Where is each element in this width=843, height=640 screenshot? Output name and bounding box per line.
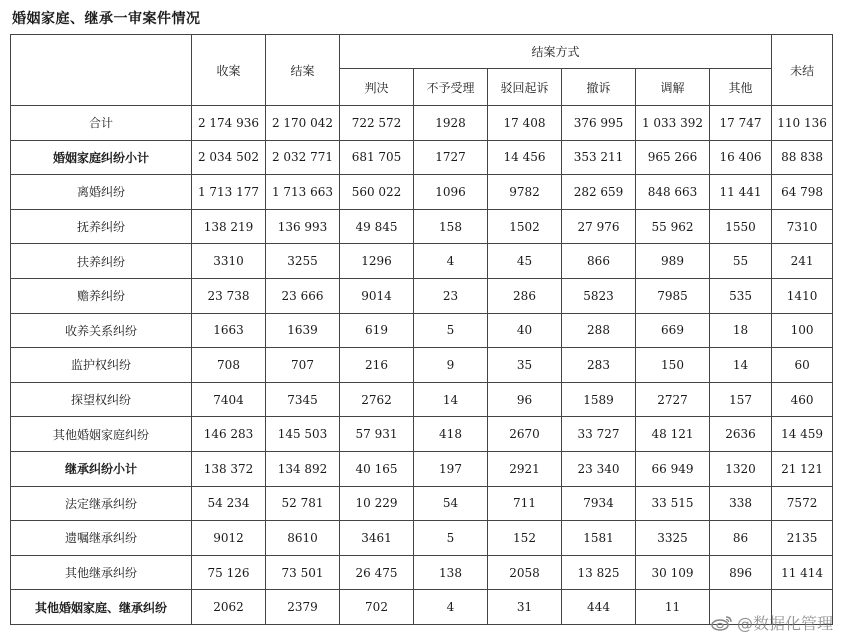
- table-cell: 31: [488, 590, 562, 625]
- table-cell: 708: [192, 348, 266, 383]
- table-cell: 1928: [414, 106, 488, 141]
- table-cell: 11 441: [710, 175, 772, 210]
- table-cell: 3461: [340, 521, 414, 556]
- table-cell: 14: [710, 348, 772, 383]
- subheader-bohuiqisu: 驳回起诉: [488, 69, 562, 106]
- table-cell: 136 993: [266, 209, 340, 244]
- table-cell: 9012: [192, 521, 266, 556]
- table-cell: 96: [488, 382, 562, 417]
- table-row: [11, 555, 833, 590]
- table-cell: 14 456: [488, 140, 562, 175]
- table-cell: 152: [488, 521, 562, 556]
- table-row: [11, 521, 833, 556]
- weibo-icon: [711, 615, 733, 631]
- table-cell: 7934: [562, 486, 636, 521]
- table-cell: 33 515: [636, 486, 710, 521]
- table-cell: 2 034 502: [192, 140, 266, 175]
- table-cell: 965 266: [636, 140, 710, 175]
- table-cell: 146 283: [192, 417, 266, 452]
- table-cell: 145 503: [266, 417, 340, 452]
- header-shouan: 收案: [192, 35, 266, 106]
- table-cell: 138 219: [192, 209, 266, 244]
- row-label: 离婚纠纷: [11, 175, 192, 210]
- table-cell: 1727: [414, 140, 488, 175]
- table-cell: 5: [414, 313, 488, 348]
- table-cell: 376 995: [562, 106, 636, 141]
- table-row: [11, 486, 833, 521]
- table-cell: 9: [414, 348, 488, 383]
- table-cell: 2762: [340, 382, 414, 417]
- table-cell: 2 032 771: [266, 140, 340, 175]
- table-cell: 460: [772, 382, 833, 417]
- subheader-qita: 其他: [710, 69, 772, 106]
- table-cell: 560 022: [340, 175, 414, 210]
- table-cell: 23 738: [192, 278, 266, 313]
- watermark: [711, 611, 833, 634]
- table-cell: 286: [488, 278, 562, 313]
- table-cell: 110 136: [772, 106, 833, 141]
- row-label: 其他继承纠纷: [11, 555, 192, 590]
- table-cell: 11 414: [772, 555, 833, 590]
- table-cell: 18: [710, 313, 772, 348]
- table-cell: 10 229: [340, 486, 414, 521]
- table-cell: 14: [414, 382, 488, 417]
- table-cell: 2058: [488, 555, 562, 590]
- table-cell: 338: [710, 486, 772, 521]
- table-cell: 444: [562, 590, 636, 625]
- table-cell: 1550: [710, 209, 772, 244]
- table-cell: 2379: [266, 590, 340, 625]
- table-cell: 33 727: [562, 417, 636, 452]
- table-cell: 2 174 936: [192, 106, 266, 141]
- row-label: 其他婚姻家庭纠纷: [11, 417, 192, 452]
- table-cell: 2062: [192, 590, 266, 625]
- table-cell: 23 666: [266, 278, 340, 313]
- table-cell: 21 121: [772, 451, 833, 486]
- row-label: 探望权纠纷: [11, 382, 192, 417]
- table-cell: 150: [636, 348, 710, 383]
- table-cell: 17 747: [710, 106, 772, 141]
- header-jiean-fangshi: 结案方式: [340, 35, 772, 69]
- table-cell: 3310: [192, 244, 266, 279]
- table-cell: 54 234: [192, 486, 266, 521]
- subheader-panjue: 判决: [340, 69, 414, 106]
- table-body: [11, 106, 833, 625]
- subheader-tiaojie: 调解: [636, 69, 710, 106]
- table-cell: 1 713 177: [192, 175, 266, 210]
- table-cell: 619: [340, 313, 414, 348]
- table-cell: 896: [710, 555, 772, 590]
- table-cell: 3255: [266, 244, 340, 279]
- table-row: [11, 348, 833, 383]
- row-label: 监护权纠纷: [11, 348, 192, 383]
- row-label: 合计: [11, 106, 192, 141]
- table-cell: 1096: [414, 175, 488, 210]
- table-cell: 64 798: [772, 175, 833, 210]
- table-cell: 23: [414, 278, 488, 313]
- table-cell: 54: [414, 486, 488, 521]
- table-cell: 1296: [340, 244, 414, 279]
- table-cell: 1502: [488, 209, 562, 244]
- table-cell: 60: [772, 348, 833, 383]
- row-label: 扶养纠纷: [11, 244, 192, 279]
- table-row: [11, 382, 833, 417]
- table-cell: 7310: [772, 209, 833, 244]
- table-row: [11, 278, 833, 313]
- table-cell: 7404: [192, 382, 266, 417]
- table-cell: 40 165: [340, 451, 414, 486]
- table-cell: 57 931: [340, 417, 414, 452]
- table-cell: 23 340: [562, 451, 636, 486]
- table-cell: 27 976: [562, 209, 636, 244]
- table-cell: 2670: [488, 417, 562, 452]
- table-cell: 4: [414, 590, 488, 625]
- table-cell: 1589: [562, 382, 636, 417]
- table-cell: 40: [488, 313, 562, 348]
- table-cell: 848 663: [636, 175, 710, 210]
- table-cell: 418: [414, 417, 488, 452]
- table-cell: 7572: [772, 486, 833, 521]
- table-title: 婚姻家庭、继承一审案件情况: [12, 11, 201, 27]
- table-cell: 30 109: [636, 555, 710, 590]
- table-cell: 1320: [710, 451, 772, 486]
- table-row: [11, 140, 833, 175]
- row-label: 收养关系纠纷: [11, 313, 192, 348]
- table-cell: 48 121: [636, 417, 710, 452]
- table-cell: 197: [414, 451, 488, 486]
- table-cell: 4: [414, 244, 488, 279]
- row-label: 婚姻家庭纠纷小计: [11, 140, 192, 175]
- table-cell: 241: [772, 244, 833, 279]
- table-cell: 353 211: [562, 140, 636, 175]
- table-cell: 66 949: [636, 451, 710, 486]
- table-cell: 288: [562, 313, 636, 348]
- header-weijie: 未结: [772, 35, 833, 106]
- table-cell: 17 408: [488, 106, 562, 141]
- table-cell: 138 372: [192, 451, 266, 486]
- table-cell: 1581: [562, 521, 636, 556]
- table-row: [11, 417, 833, 452]
- table-cell: 55: [710, 244, 772, 279]
- table-cell: 2921: [488, 451, 562, 486]
- table-cell: 989: [636, 244, 710, 279]
- table-cell: 52 781: [266, 486, 340, 521]
- table-cell: 866: [562, 244, 636, 279]
- table-cell: 88 838: [772, 140, 833, 175]
- row-label: 遗嘱继承纠纷: [11, 521, 192, 556]
- table-cell: 86: [710, 521, 772, 556]
- table-cell: 49 845: [340, 209, 414, 244]
- row-label: 继承纠纷小计: [11, 451, 192, 486]
- table-cell: 722 572: [340, 106, 414, 141]
- table-row: [11, 451, 833, 486]
- table-cell: 9014: [340, 278, 414, 313]
- table-cell: 45: [488, 244, 562, 279]
- table-cell: 711: [488, 486, 562, 521]
- table-cell: 7985: [636, 278, 710, 313]
- row-label: 其他婚姻家庭、继承纠纷: [11, 590, 192, 625]
- row-label: 抚养纠纷: [11, 209, 192, 244]
- subheader-buyushouli: 不予受理: [414, 69, 488, 106]
- table-cell: 9782: [488, 175, 562, 210]
- table-row: [11, 106, 833, 141]
- table-cell: 669: [636, 313, 710, 348]
- table-cell: 2 170 042: [266, 106, 340, 141]
- table-cell: 707: [266, 348, 340, 383]
- table-cell: 216: [340, 348, 414, 383]
- table-cell: 5823: [562, 278, 636, 313]
- table-cell: 1 713 663: [266, 175, 340, 210]
- table-cell: 100: [772, 313, 833, 348]
- table-row: [11, 313, 833, 348]
- table-cell: 702: [340, 590, 414, 625]
- table-cell: 5: [414, 521, 488, 556]
- subheader-chesu: 撤诉: [562, 69, 636, 106]
- table-row: [11, 175, 833, 210]
- table-cell: 134 892: [266, 451, 340, 486]
- table-cell: 1 033 392: [636, 106, 710, 141]
- table-cell: 16 406: [710, 140, 772, 175]
- header-blank: [11, 35, 192, 106]
- table-cell: 14 459: [772, 417, 833, 452]
- table-cell: 158: [414, 209, 488, 244]
- table-cell: 55 962: [636, 209, 710, 244]
- table-row: [11, 244, 833, 279]
- table-cell: 2727: [636, 382, 710, 417]
- table-cell: 2636: [710, 417, 772, 452]
- header-jiean: 结案: [266, 35, 340, 106]
- table-cell: 1663: [192, 313, 266, 348]
- table-cell: 535: [710, 278, 772, 313]
- table-cell: 1410: [772, 278, 833, 313]
- row-label: 法定继承纠纷: [11, 486, 192, 521]
- watermark-text: @数据化管理: [736, 614, 833, 633]
- table-cell: 35: [488, 348, 562, 383]
- table-cell: 75 126: [192, 555, 266, 590]
- case-table: [10, 34, 833, 625]
- row-label: 赡养纠纷: [11, 278, 192, 313]
- table-cell: 2135: [772, 521, 833, 556]
- table-row: [11, 209, 833, 244]
- table-cell: 138: [414, 555, 488, 590]
- table-cell: 1639: [266, 313, 340, 348]
- table-cell: 8610: [266, 521, 340, 556]
- table-cell: 13 825: [562, 555, 636, 590]
- table-cell: 3325: [636, 521, 710, 556]
- table-cell: 73 501: [266, 555, 340, 590]
- table-cell: 282 659: [562, 175, 636, 210]
- table-row: [11, 590, 833, 625]
- table-cell: 7345: [266, 382, 340, 417]
- table-cell: 157: [710, 382, 772, 417]
- table-cell: 11: [636, 590, 710, 625]
- table-cell: 26 475: [340, 555, 414, 590]
- table-cell: 681 705: [340, 140, 414, 175]
- table-cell: 283: [562, 348, 636, 383]
